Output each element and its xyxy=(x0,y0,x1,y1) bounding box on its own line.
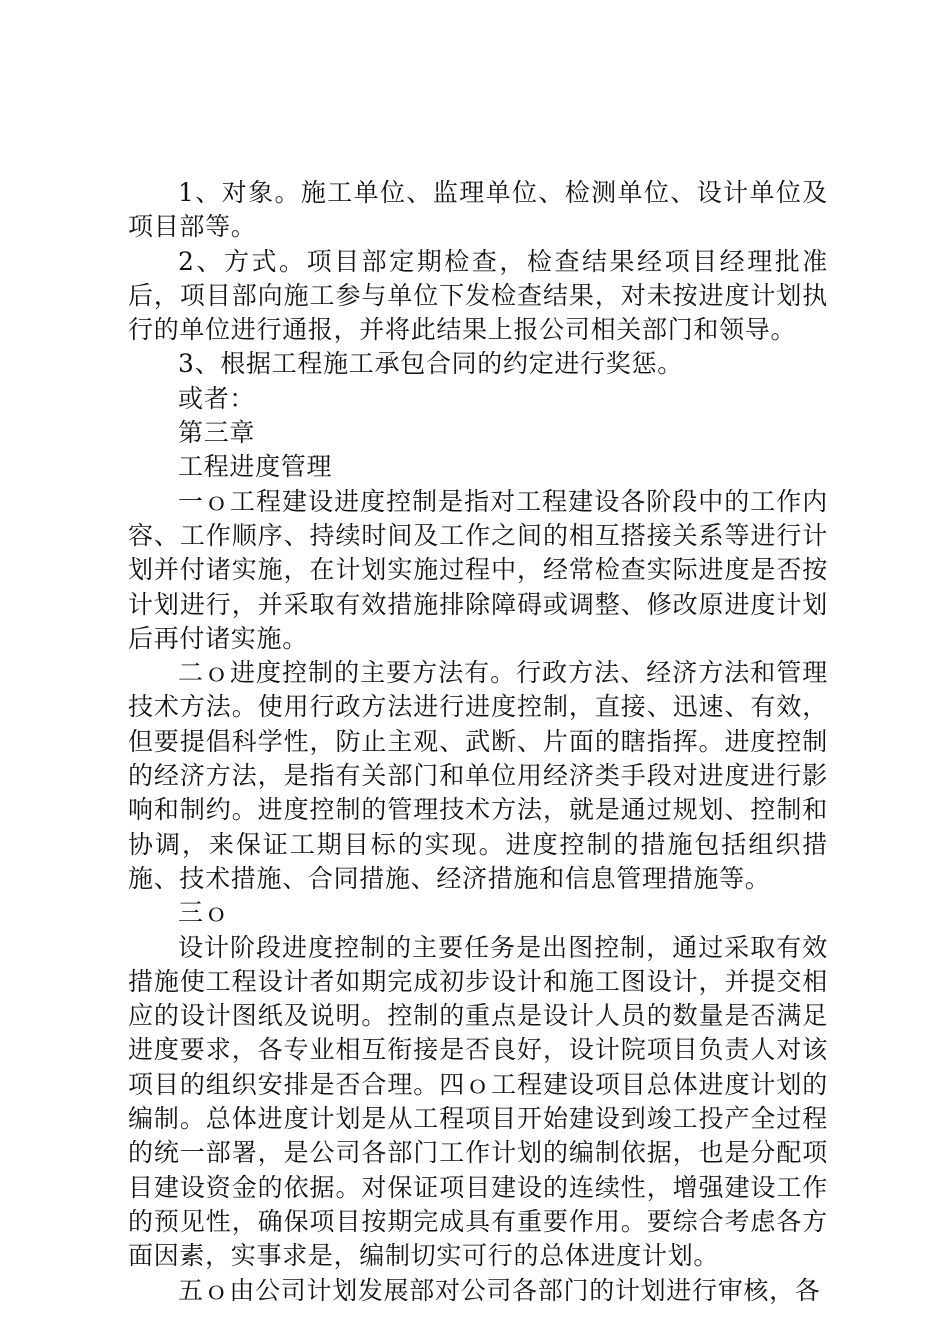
paragraph-section-5: 五ｏ由公司计划发展部对公司各部门的计划进行审核，各 xyxy=(178,1275,821,1305)
paragraph-section-3-4: 设计阶段进度控制的主要任务是出图控制，通过采取有效措施使工程设计者如期完成初步设计和施工图设计，并提交相应的设计图纸及说明。控制的重点是设计人员的数量是否满足进度要求，各专业相互衔接是否良好，设计院项目负责人对该项目的组织安排是否合理。四ｏ工程建设项目总体进度计划的编制。总体进度计划是从工程项目开始建设到竣工投产全过程的统一部署，是公司各部门工作计划的编制依据，也是分配项目建设资金的依据。对保证项目建设的连续性，增强建设工作的预见性，确保项目按期完成具有重要作用。要综合考虑各方面因素，实事求是，编制切实可行的总体进度计划。 xyxy=(128,932,828,1271)
chapter-heading: 第三章 xyxy=(178,418,256,448)
chapter-title: 工程进度管理 xyxy=(178,452,333,482)
paragraph-method: 2、方式。项目部定期检查，检查结果经项目经理批准后，项目部向施工参与单位下发检查结果，对未按进度计划执行的单位进行通报，并将此结果上报公司相关部门和领导。 xyxy=(128,246,828,345)
paragraph-reward: 3、根据工程施工承包合同的约定进行奖惩。 xyxy=(178,349,683,379)
document-body xyxy=(128,176,828,1308)
paragraph-section-1: 一ｏ工程建设进度控制是指对工程建设各阶段中的工作内容、工作顺序、持续时间及工作之间的相互搭接关系等进行计划并付诸实施，在计划实施过程中，经常检查实际进度是否按计划进行，并采取有效措施排除障碍或调整、修改原进度计划后再付诸实施。 xyxy=(128,486,828,653)
paragraph-section-2: 二ｏ进度控制的主要方法有。行政方法、经济方法和管理技术方法。使用行政方法进行进度控制，直接、迅速、有效，但要提倡科学性，防止主观、武断、片面的瞎指挥。进度控制的经济方法，是指有关部门和单位用经济类手段对进度进行影响和制约。进度控制的管理技术方法，就是通过规划、控制和协调，来保证工期目标的实现。进度控制的措施包括组织措施、技术措施、合同措施、经济措施和信息管理措施等。 xyxy=(128,658,828,893)
paragraph-object: 1、对象。施工单位、监理单位、检测单位、设计单位及项目部等。 xyxy=(128,178,828,242)
section-3-heading: 三ｏ xyxy=(178,898,230,928)
paragraph-or: 或者： xyxy=(178,383,256,413)
